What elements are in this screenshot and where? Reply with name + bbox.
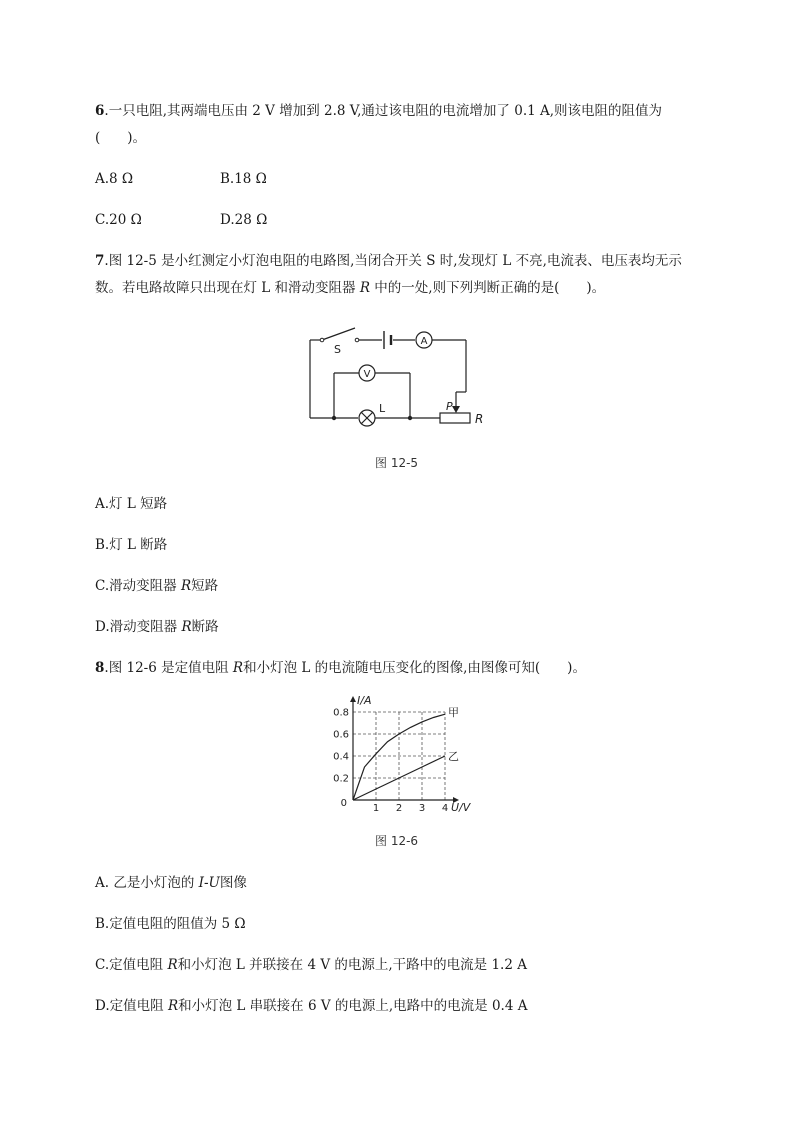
x-axis-label: U/V	[451, 801, 471, 814]
series-label-0: 甲	[448, 706, 459, 720]
q8-number: 8	[95, 660, 105, 676]
q7-option-b[interactable]: B.灯 L 断路	[95, 537, 168, 553]
q7-stem-line1	[95, 251, 682, 271]
q8-option-a[interactable]	[95, 873, 247, 893]
q6-option-b[interactable]: B.18 Ω	[220, 171, 267, 187]
y-axis-label: I/A	[357, 694, 372, 707]
q8-option-d-text-a: D.定值电阻	[95, 998, 168, 1014]
label-voltmeter: V	[363, 369, 371, 380]
q8-option-a-var: I-U	[198, 875, 220, 891]
q7-option-a[interactable]: A.灯 L 短路	[95, 496, 168, 512]
q7-option-c-text-a: C.滑动变阻器	[95, 578, 181, 594]
figure-12-6-caption: 图 12-6	[375, 834, 419, 848]
q8-option-d[interactable]	[95, 996, 527, 1016]
y-tick-label-0.2: 0.2	[333, 773, 349, 785]
circuit-diagram-12-5	[300, 318, 500, 430]
label-switch: S	[334, 343, 341, 356]
q7-stem-part-a: 数。若电路故障只出现在灯 L 和滑动变阻器	[95, 280, 360, 296]
label-rheostat: R	[475, 412, 484, 426]
q8-option-a-text-b: 图像	[219, 875, 247, 891]
q7-option-c[interactable]	[95, 576, 218, 596]
q8-stem-part-a: .图 12-6 是定值电阻	[104, 660, 233, 676]
q6-stem-line2: ( )。	[95, 130, 147, 146]
q7-stem-part-b: 中的一处,则下列判断正确的是( )。	[370, 280, 606, 296]
q6-stem-text: .一只电阻,其两端电压由 2 V 增加到 2.8 V,通过该电阻的电流增加了 0.1 A,则该电阻的阻值为	[104, 103, 663, 119]
q7-option-c-text-b: 短路	[191, 578, 219, 594]
q8-stem	[95, 658, 586, 678]
figure-12-5-caption: 图 12-5	[375, 456, 419, 470]
q6-option-d[interactable]: D.28 Ω	[220, 212, 268, 228]
q8-option-a-text-a: A. 乙是小灯泡的	[95, 875, 199, 891]
iu-chart-12-6	[315, 690, 485, 820]
q6-stem-line1	[95, 101, 662, 121]
slider-arrow	[452, 406, 460, 413]
label-ammeter: A	[420, 336, 428, 347]
q8-option-c-text-a: C.定值电阻	[95, 957, 168, 973]
junction-left	[332, 416, 336, 420]
y-axis-arrow	[350, 696, 356, 702]
series-label-1: 乙	[448, 750, 459, 763]
switch-contact-right	[355, 338, 359, 342]
q8-stem-var: R	[232, 660, 244, 676]
q8-stem-part-b: 和小灯泡 L 的电流随电压变化的图像,由图像可知( )。	[243, 660, 586, 676]
y-tick-label-0.6: 0.6	[333, 729, 349, 741]
q7-option-d[interactable]	[95, 617, 219, 637]
q6-number: 6	[95, 103, 105, 119]
q8-option-d-var: R	[167, 998, 179, 1014]
switch-blade	[322, 328, 355, 340]
y-tick-label-0.4: 0.4	[333, 751, 349, 763]
origin-label: 0	[340, 798, 347, 809]
junction-right	[408, 416, 412, 420]
q7-option-c-var: R	[180, 578, 192, 594]
q7-option-d-text-a: D.滑动变阻器	[95, 619, 182, 635]
q8-option-c-text-b: 和小灯泡 L 并联接在 4 V 的电源上,干路中的电流是 1.2 A	[177, 957, 527, 973]
q6-option-a[interactable]: A.8 Ω	[95, 171, 134, 187]
rheostat-body	[440, 413, 470, 423]
x-tick-label-2: 2	[395, 803, 403, 814]
q7-option-d-text-b: 断路	[191, 619, 219, 635]
q8-option-d-text-b: 和小灯泡 L 串联接在 6 V 的电源上,电路中的电流是 0.4 A	[178, 998, 528, 1014]
q7-stem-text: .图 12-5 是小红测定小灯泡电阻的电路图,当闭合开关 S 时,发现灯 L 不亮,电流表、电压表均无示	[104, 253, 682, 269]
q6-option-c[interactable]: C.20 Ω	[95, 212, 142, 228]
switch-contact-left	[320, 338, 324, 342]
label-lamp: L	[379, 402, 386, 415]
y-tick-label-0.8: 0.8	[333, 707, 349, 719]
q8-option-b[interactable]: B.定值电阻的阻值为 5 Ω	[95, 916, 246, 932]
x-tick-label-1: 1	[372, 803, 380, 814]
q8-option-c[interactable]	[95, 955, 527, 975]
x-tick-label-4: 4	[441, 803, 449, 814]
label-slider: P	[446, 400, 453, 413]
chart-grid	[353, 712, 445, 800]
q7-option-d-var: R	[181, 619, 192, 635]
q7-number: 7	[95, 253, 105, 269]
q7-stem-var: R	[359, 280, 371, 296]
x-tick-label-3: 3	[418, 803, 426, 814]
q7-stem-line2	[95, 278, 605, 298]
q8-option-c-var: R	[167, 957, 178, 973]
